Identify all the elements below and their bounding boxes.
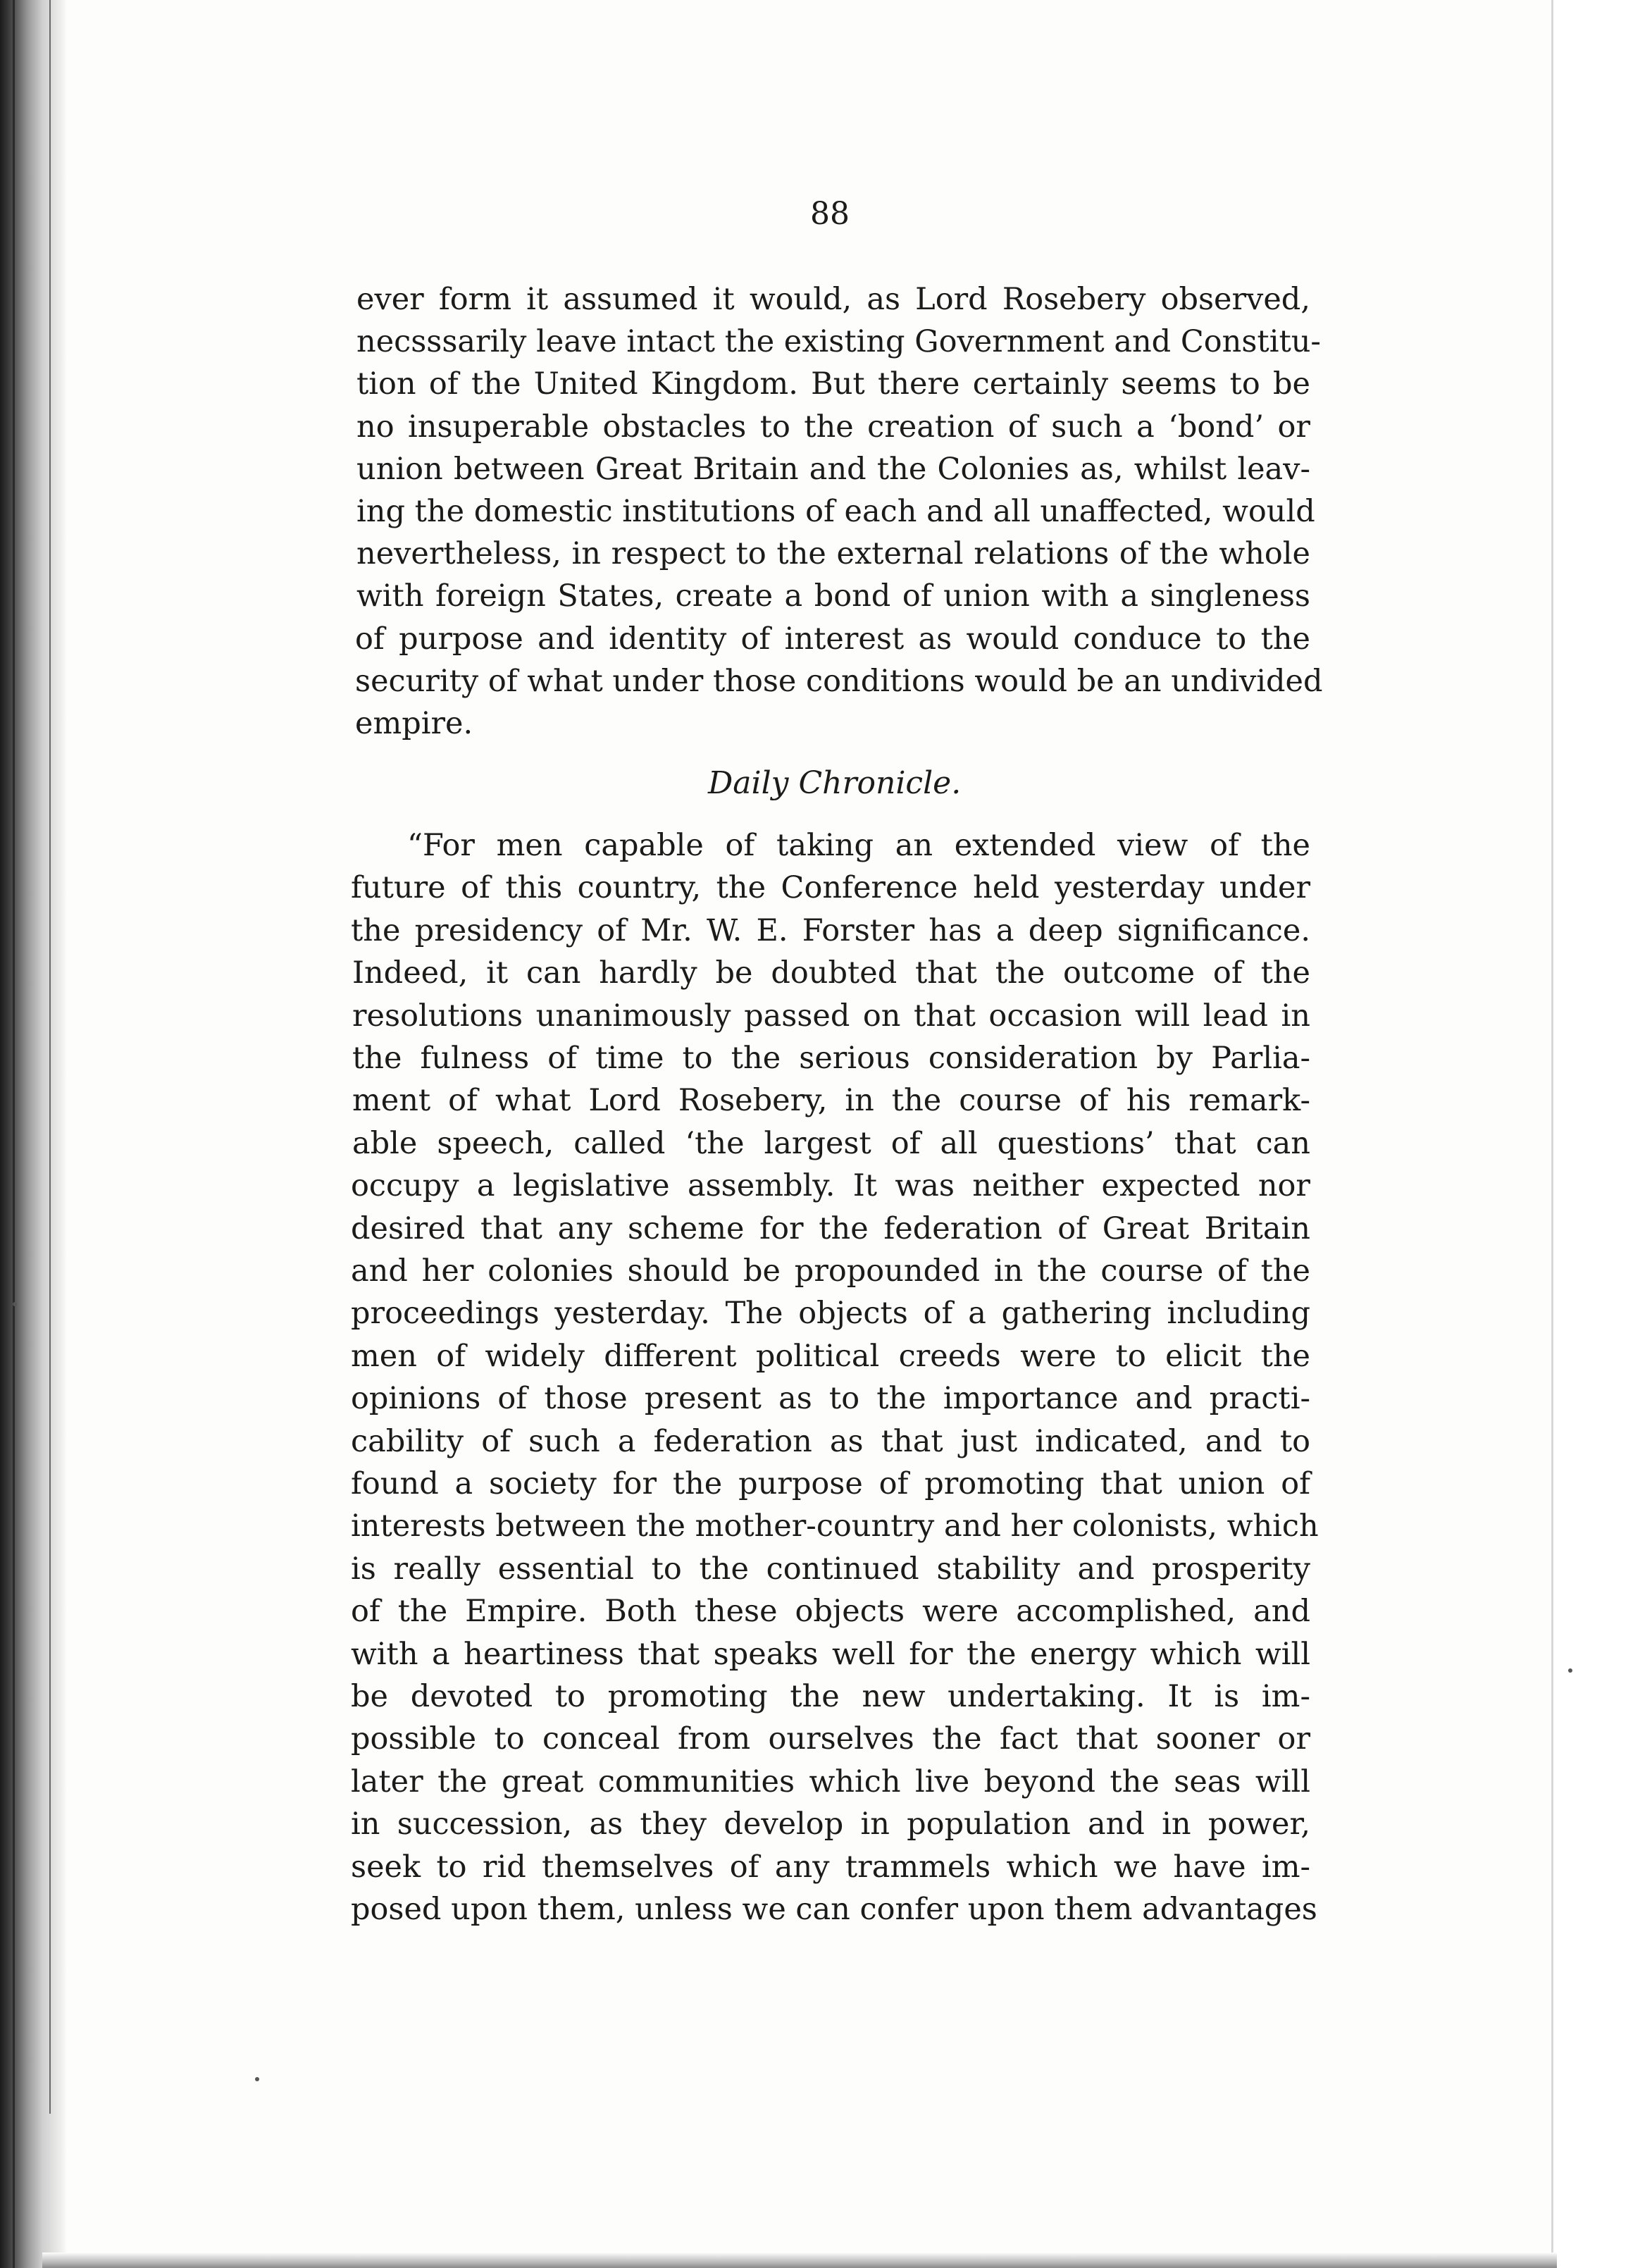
- text-line: occupy a legislative assembly. It was neither expected nor: [351, 1168, 1310, 1204]
- text-line: be devoted to promoting the new undertaking. It is im-: [351, 1679, 1310, 1714]
- text-line: desired that any scheme for the federation of Great Britain: [351, 1210, 1310, 1246]
- text-line: tion of the United Kingdom. But there certainly seems to be: [356, 366, 1310, 402]
- text-line: security of what under those conditions would be an undivided: [355, 663, 1323, 699]
- text-line: possible to conceal from ourselves the fact that sooner or: [351, 1721, 1310, 1757]
- text-line: and her colonies should be propounded in the course of the: [351, 1253, 1310, 1289]
- text-line: posed upon them, unless we can confer upon them advantages: [351, 1892, 1317, 1927]
- scan-speck: [1568, 1668, 1572, 1673]
- text-line: future of this country, the Conference held yesterday under: [351, 870, 1310, 906]
- binding-edge-line: [13, 0, 15, 2268]
- text-line: with a heartiness that speaks well for the energy which will: [351, 1636, 1310, 1672]
- text-line: found a society for the purpose of promoting that union of: [351, 1466, 1310, 1501]
- text-line: men of widely different political creeds were to elicit the: [351, 1338, 1310, 1374]
- text-line: “For men capable of taking an extended view of the: [407, 828, 1310, 863]
- text-line: cability of such a federation as that just indicated, and to: [351, 1423, 1310, 1459]
- text-line: resolutions unanimously passed on that occasion will lead in: [352, 998, 1310, 1034]
- text-line: in succession, as they develop in population and in power,: [351, 1807, 1310, 1842]
- text-line: proceedings yesterday. The objects of a gathering including: [351, 1296, 1310, 1332]
- text-line: the presidency of Mr. W. E. Forster has a deep significance.: [351, 912, 1310, 948]
- text-line: necsssarily leave intact the existing Government and Constitu-: [356, 324, 1321, 360]
- text-line: ever form it assumed it would, as Lord Rosebery observed,: [356, 282, 1310, 317]
- page-bottom-edge: [42, 2252, 1557, 2268]
- page-edge: [1551, 0, 1652, 2268]
- text-line: Indeed, it can hardly be doubted that the outcome of the: [352, 955, 1310, 991]
- text-line: nevertheless, in respect to the external relations of the whole: [356, 536, 1310, 572]
- section-heading: Daily Chronicle.: [708, 765, 962, 801]
- text-line: able speech, called ‘the largest of all questions’ that can: [352, 1125, 1310, 1161]
- scan-speck: [13, 1302, 17, 1306]
- text-line: later the great communities which live beyond the seas will: [351, 1764, 1310, 1799]
- page-number: 88: [810, 196, 850, 232]
- book-binding: [0, 0, 67, 2268]
- text-line: interests between the mother-country and her colonists, which: [351, 1508, 1319, 1544]
- text-line: of the Empire. Both these objects were accomplished, and: [351, 1594, 1310, 1630]
- text-line: empire.: [355, 706, 473, 741]
- text-line: the fulness of time to the serious consideration by Parlia-: [352, 1041, 1310, 1076]
- text-line: ing the domestic institutions of each and all unaffected, would: [356, 494, 1315, 529]
- text-line: opinions of those present as to the importance and practi-: [351, 1381, 1310, 1417]
- text-line: is really essential to the continued stability and prosperity: [351, 1551, 1310, 1587]
- scan-speck: [255, 2077, 259, 2081]
- text-line: no insuperable obstacles to the creation of such a ‘bond’ or: [356, 409, 1310, 445]
- text-line: with foreign States, create a bond of union with a singleness: [356, 578, 1310, 614]
- text-line: ment of what Lord Rosebery, in the course of his remark-: [352, 1083, 1310, 1119]
- text-line: of purpose and identity of interest as would conduce to the: [355, 621, 1310, 657]
- text-line: union between Great Britain and the Colonies as, whilst leav-: [356, 451, 1310, 487]
- binding-edge-line: [49, 0, 51, 2114]
- text-line: seek to rid themselves of any trammels which we have im-: [351, 1849, 1310, 1885]
